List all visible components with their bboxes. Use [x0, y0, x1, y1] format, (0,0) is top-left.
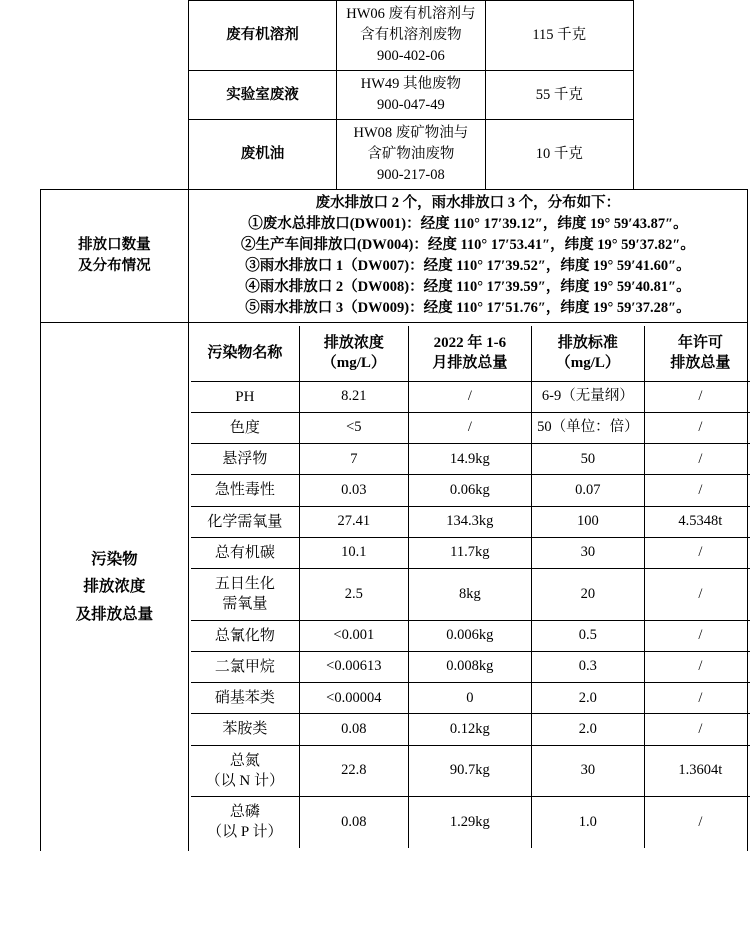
table-row-outfall	[41, 190, 748, 323]
pollutant-name-line: 总磷	[229, 804, 260, 821]
waste-blank-cell	[633, 71, 747, 120]
pollutant-licensed: /	[644, 651, 750, 682]
table-row	[191, 475, 750, 506]
pollutant-concentration: 0.08	[299, 714, 408, 745]
waste-code	[337, 1, 485, 71]
pollutant-licensed: /	[644, 537, 750, 568]
pollutant-total: 8kg	[408, 569, 531, 621]
waste-blank-cell	[633, 1, 747, 71]
waste-code-line: 含有机溶剂废物	[360, 27, 462, 44]
pollutant-name-line: 需氧量	[222, 596, 268, 613]
pollutant-label-line: 及排放总量	[75, 605, 154, 623]
pollutant-name-line: 五日生化	[214, 576, 275, 593]
pollutant-licensed: /	[644, 381, 750, 412]
waste-name: 废有机溶剂	[188, 1, 336, 71]
table-row-pollutant	[41, 323, 748, 851]
pollutant-concentration: 10.1	[299, 537, 408, 568]
pollutant-total: /	[408, 381, 531, 412]
column-header-licensed-total	[644, 326, 750, 381]
pollutant-total: 90.7kg	[408, 745, 531, 797]
waste-code-line: HW49 其他废物	[360, 76, 462, 93]
outfall-item: ②生产车间排放口(DW004)：经度 110° 17′53.41″，纬度 19° 59′37.82″。	[240, 237, 695, 254]
pollutant-name-line: （以 N 计）	[205, 772, 284, 789]
pollutant-name	[191, 683, 300, 714]
pollutant-table-container	[188, 323, 747, 851]
pollutant-total: 14.9kg	[408, 444, 531, 475]
pollutant-name-line: 硝基苯类	[214, 690, 275, 707]
header-line: 月排放总量	[432, 355, 508, 372]
waste-code-line: 900-402-06	[377, 48, 445, 65]
header-line: （mg/L）	[555, 355, 620, 372]
pollutant-total: /	[408, 412, 531, 443]
column-header-total-discharge	[408, 326, 531, 381]
pollutant-concentration: 2.5	[299, 569, 408, 621]
waste-code-line: 900-047-49	[377, 97, 445, 114]
pollutant-standard: 2.0	[531, 714, 644, 745]
pollutant-concentration: 8.21	[299, 381, 408, 412]
pollutant-licensed: /	[644, 620, 750, 651]
header-line: 排放浓度	[323, 335, 384, 352]
waste-code-line: HW08 废矿物油与	[353, 125, 469, 142]
environment-disclosure-table	[40, 0, 748, 851]
table-row	[191, 797, 750, 848]
row-label-spacer-2	[41, 71, 189, 120]
outfall-item: ⑤雨水排放口 3（DW009)：经度 110° 17′51.76″，纬度 19° 59′37.28″。	[245, 300, 691, 317]
pollutant-name	[191, 651, 300, 682]
outfall-item: ③雨水排放口 1（DW007)：经度 110° 17′39.52″，纬度 19° 59′41.60″。	[245, 258, 691, 275]
outfall-item: ①废水总排放口(DW001)：经度 110° 17′39.12″，纬度 19° 59′43.87″。	[248, 216, 688, 233]
pollutant-total: 11.7kg	[408, 537, 531, 568]
pollutant-name-line: 总有机碳	[214, 544, 275, 561]
pollutant-name-line: 化学需氧量	[207, 513, 283, 530]
header-line: 排放标准	[557, 335, 618, 352]
outfall-item: ④雨水排放口 2（DW008)：经度 110° 17′39.59″，纬度 19° 59′40.81″。	[245, 279, 691, 296]
table-row	[41, 120, 748, 190]
pollutant-concentration: <5	[299, 412, 408, 443]
pollutant-total: 0.008kg	[408, 651, 531, 682]
pollutant-standard: 50（单位：倍）	[531, 412, 644, 443]
table-row	[191, 537, 750, 568]
row-label-spacer-3	[41, 120, 189, 190]
outfall-section-label	[41, 190, 189, 323]
pollutant-name	[191, 745, 300, 797]
pollutant-licensed: /	[644, 569, 750, 621]
pollutant-name-line: 苯胺类	[222, 721, 268, 738]
header-line: 污染物名称	[207, 345, 283, 362]
pollutant-name-line: 悬浮物	[222, 451, 268, 468]
pollutant-standard: 2.0	[531, 683, 644, 714]
pollutant-licensed: /	[644, 683, 750, 714]
table-row	[41, 71, 748, 120]
pollutant-name-line: 总氰化物	[214, 627, 275, 644]
waste-quantity: 10 千克	[485, 120, 633, 190]
pollutant-licensed: /	[644, 714, 750, 745]
header-line: 排放总量	[670, 355, 731, 372]
table-row	[191, 569, 750, 621]
pollutant-total: 0	[408, 683, 531, 714]
pollutant-standard: 50	[531, 444, 644, 475]
pollutant-concentration: 27.41	[299, 506, 408, 537]
waste-blank-cell	[633, 120, 747, 190]
pollutant-standard: 6-9（无量纲）	[531, 381, 644, 412]
pollutant-section-label	[41, 323, 189, 851]
pollutant-standard: 0.3	[531, 651, 644, 682]
table-row	[191, 381, 750, 412]
pollutant-standard: 30	[531, 745, 644, 797]
outfall-details	[188, 190, 747, 323]
outfall-summary: 废水排放口 2 个，雨水排放口 3 个，分布如下：	[315, 195, 621, 212]
pollutant-name	[191, 537, 300, 568]
table-row	[191, 620, 750, 651]
pollutant-name-line: 色度	[229, 419, 260, 436]
pollutant-table	[191, 326, 750, 848]
pollutant-concentration: 0.03	[299, 475, 408, 506]
pollutant-concentration: 0.08	[299, 797, 408, 848]
table-row	[191, 683, 750, 714]
pollutant-total: 0.12kg	[408, 714, 531, 745]
column-header-standard	[531, 326, 644, 381]
waste-name: 废机油	[188, 120, 336, 190]
pollutant-licensed: /	[644, 797, 750, 848]
header-line: 2022 年 1-6	[433, 335, 507, 352]
waste-code	[337, 120, 485, 190]
waste-code-line: 900-217-08	[377, 167, 445, 184]
pollutant-label-line: 污染物	[91, 551, 138, 569]
header-line: 年许可	[677, 335, 723, 352]
outfall-label-line: 及分布情况	[78, 258, 151, 275]
pollutant-total: 0.06kg	[408, 475, 531, 506]
table-row	[41, 1, 748, 71]
column-header-pollutant-name	[191, 326, 300, 381]
table-header-row	[191, 326, 750, 381]
pollutant-name	[191, 797, 300, 848]
pollutant-name	[191, 714, 300, 745]
outfall-label-line: 排放口数量	[78, 237, 151, 254]
pollutant-standard: 1.0	[531, 797, 644, 848]
table-row	[191, 651, 750, 682]
pollutant-licensed: 4.5348t	[644, 506, 750, 537]
pollutant-concentration: <0.00613	[299, 651, 408, 682]
pollutant-licensed: 1.3604t	[644, 745, 750, 797]
pollutant-name-line: 急性毒性	[214, 482, 275, 499]
pollutant-name	[191, 475, 300, 506]
waste-name: 实验室废液	[188, 71, 336, 120]
waste-quantity: 115 千克	[485, 1, 633, 71]
pollutant-licensed: /	[644, 412, 750, 443]
pollutant-concentration: <0.001	[299, 620, 408, 651]
pollutant-name-line: （以 P 计）	[207, 824, 283, 841]
pollutant-concentration: 22.8	[299, 745, 408, 797]
waste-code-line: HW06 废有机溶剂与	[346, 6, 476, 22]
pollutant-licensed: /	[644, 475, 750, 506]
waste-quantity: 55 千克	[485, 71, 633, 120]
waste-code	[337, 71, 485, 120]
table-row	[191, 412, 750, 443]
pollutant-name	[191, 506, 300, 537]
pollutant-total: 0.006kg	[408, 620, 531, 651]
table-row	[191, 444, 750, 475]
table-row	[191, 745, 750, 797]
pollutant-name	[191, 444, 300, 475]
header-line: （mg/L）	[321, 355, 386, 372]
pollutant-name	[191, 412, 300, 443]
pollutant-name-line: PH	[235, 388, 255, 405]
row-label-spacer-1	[41, 1, 189, 71]
pollutant-standard: 0.5	[531, 620, 644, 651]
pollutant-concentration: 7	[299, 444, 408, 475]
pollutant-name	[191, 381, 300, 412]
waste-code-line: 含矿物油废物	[367, 146, 455, 163]
pollutant-standard: 20	[531, 569, 644, 621]
column-header-concentration	[299, 326, 408, 381]
pollutant-standard: 100	[531, 506, 644, 537]
pollutant-standard: 30	[531, 537, 644, 568]
pollutant-concentration: <0.00004	[299, 683, 408, 714]
pollutant-licensed: /	[644, 444, 750, 475]
pollutant-standard: 0.07	[531, 475, 644, 506]
pollutant-label-line: 排放浓度	[83, 578, 146, 596]
table-row	[191, 714, 750, 745]
pollutant-name	[191, 620, 300, 651]
pollutant-total: 134.3kg	[408, 506, 531, 537]
pollutant-name-line: 二氯甲烷	[214, 658, 275, 675]
table-row	[191, 506, 750, 537]
pollutant-total: 1.29kg	[408, 797, 531, 848]
pollutant-name	[191, 569, 300, 621]
pollutant-name-line: 总氮	[229, 752, 260, 769]
